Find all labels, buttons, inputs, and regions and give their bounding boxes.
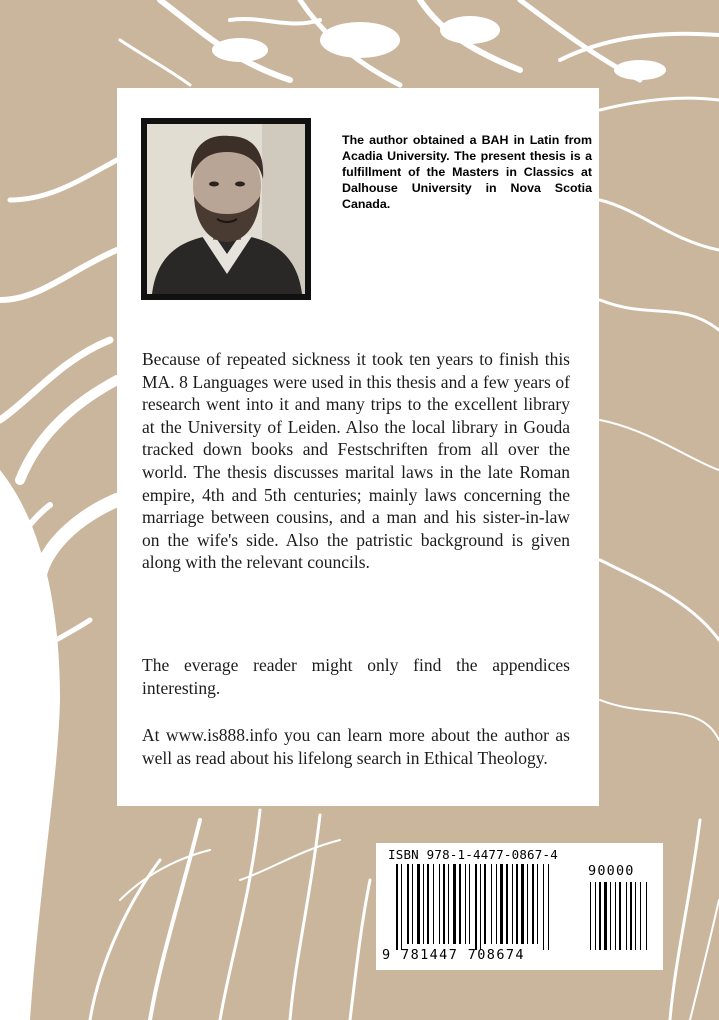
addon-barcode-bar [626,882,627,950]
reader-note-paragraph: The everage reader might only find the appendices interesting. [142,655,570,698]
barcode-bar [500,864,503,944]
author-photo [141,118,311,300]
barcode-bar [491,864,492,944]
barcode-bar [521,864,524,944]
barcode-bar [443,864,445,944]
addon-barcode-bar [599,882,601,950]
addon-barcode-bar [610,882,611,950]
ean-digits: 9 781447 708674 [382,947,525,963]
website-paragraph: At www.is888.info you can learn more about the author as well as read about his lifelong search in Ethical Theology. [142,725,570,768]
barcode-bar [453,864,456,944]
addon-barcode-bar [604,882,607,950]
addon-barcode-bar [635,882,636,950]
barcode-bar [417,864,420,944]
barcode-bar [427,864,429,944]
addon-digits: 90000 [588,863,635,879]
barcode-bar [401,864,402,950]
barcode-bar [469,864,470,944]
isbn-barcode [376,843,663,970]
barcode-bar [448,864,449,944]
portrait-illustration [147,124,305,294]
text-panel [117,88,599,806]
addon-barcode-bar [630,882,632,950]
barcode-bar [412,864,413,944]
addon-barcode-bar [619,882,621,950]
barcode-bar [532,864,534,944]
addon-barcode-bar [615,882,616,950]
barcode-bar [516,864,518,944]
author-portrait-image [147,124,305,294]
addon-barcode-bar [640,882,641,950]
barcode-bar [475,864,477,950]
barcode-bar [506,864,508,944]
barcode-bar [396,864,398,950]
barcode-bar [543,864,544,950]
barcode-bar [496,864,497,944]
barcode-bar [433,864,434,944]
barcode-bar [480,864,481,950]
barcode-bar [537,864,538,944]
barcode-bar [459,864,461,944]
barcode-bar [548,864,549,950]
barcode-bar [512,864,513,944]
barcode-bar [423,864,424,944]
barcode-bar [439,864,440,944]
barcode-bar [484,864,486,944]
addon-barcode-bar [590,882,591,950]
addon-barcode-bar [595,882,596,950]
barcode-bar [527,864,528,944]
description-paragraph: Because of repeated sickness it took ten years to finish this MA. 8 Languages were used in this thesis and a few years of research went into it and many trips to the excellent library at the University of Leiden. Also the local library in Gouda tracked down books and Festschriften from all over the world. The thesis discusses marital laws in the late Roman empire, 4th and 5th centuries; mainly laws concerning the marriage between cousins, and a man and his sister-in-law on the wife's side. Also the patristic background is given along with the relevant councils. [142,349,570,573]
barcode-bar [465,864,466,944]
barcode-bar [407,864,409,944]
addon-barcode-bar [646,882,647,950]
isbn-label: ISBN 978-1-4477-0867-4 [388,847,558,862]
author-bio: The author obtained a BAH in Latin from Acadia University. The present thesis is a fulfillment of the Masters in Classics at Dalhouse University in Nova Scotia Canada. [342,133,592,211]
